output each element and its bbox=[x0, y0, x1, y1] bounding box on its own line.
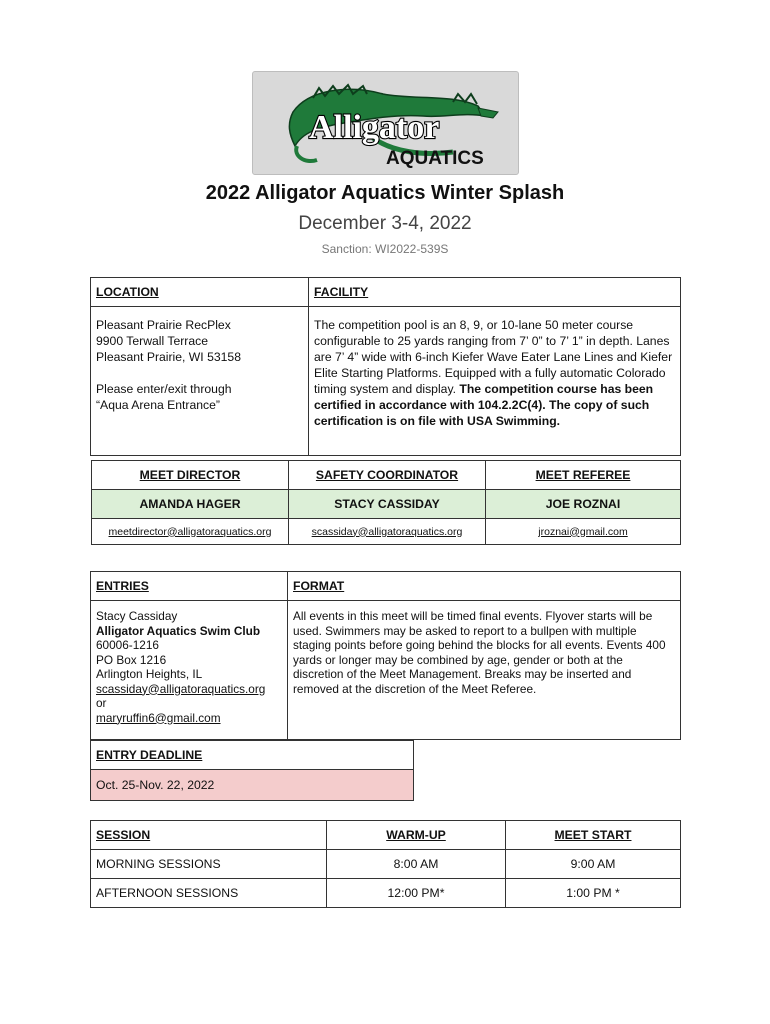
session-name: MORNING SESSIONS bbox=[91, 850, 327, 879]
location-cell bbox=[91, 307, 309, 456]
facility-description: The competition pool is an 8, 9, or 10-lane 50 meter course configurable to 25 yards ranging from 7’ 0” to 7’ 1” in depth. Lanes are 7’ 4” wide with 6-inch Kiefer Wave Eater Lane Lines and Kiefer Elite Starting Platforms. Equipped with a fully automatic Colorado timing system and display. bbox=[314, 318, 673, 396]
safety-coordinator-heading: SAFETY COORDINATOR bbox=[289, 461, 486, 490]
logo-box bbox=[252, 71, 519, 175]
logo-word-aquatics: AQUATICS bbox=[386, 148, 484, 169]
entries-cell bbox=[91, 601, 288, 740]
entries-heading: ENTRIES bbox=[91, 572, 288, 601]
meet-director-email[interactable]: meetdirector@alligatoraquatics.org bbox=[92, 519, 289, 545]
location-line: Pleasant Prairie RecPlex bbox=[96, 318, 231, 332]
entries-format-table bbox=[90, 571, 681, 740]
meet-director-heading: MEET DIRECTOR bbox=[92, 461, 289, 490]
session-name: AFTERNOON SESSIONS bbox=[91, 879, 327, 908]
session-start: 1:00 PM * bbox=[506, 879, 681, 908]
warmup-heading: WARM-UP bbox=[327, 821, 506, 850]
alligator-logo bbox=[253, 72, 518, 174]
meet-start-heading: MEET START bbox=[506, 821, 681, 850]
meet-director-name: AMANDA HAGER bbox=[92, 490, 289, 519]
location-note: “Aqua Arena Entrance” bbox=[96, 398, 220, 412]
format-description: All events in this meet will be timed final events. Flyover starts will be used. Swimmers may be asked to report to a bullpen with multiple staging points before going behind the blocks for all events. Events 400 yards or longer may be combined by age, gender or both at the discretion of the Meet Management. Breaks may be inserted and removed at the discretion of the Meet Referee. bbox=[293, 609, 666, 696]
facility-certification: The competition course has been certified in accordance with 104.2.2C(4). The copy of such certification is on file with USA Swimming. bbox=[314, 382, 654, 428]
entries-address-line: Arlington Heights, IL bbox=[96, 667, 203, 681]
sanction-number: Sanction: WI2022-539S bbox=[321, 242, 449, 256]
entries-address-line: PO Box 1216 bbox=[96, 652, 167, 667]
sessions-table bbox=[90, 820, 681, 908]
entries-email-secondary[interactable]: maryruffin6@gmail.com bbox=[96, 710, 221, 725]
safety-coordinator-email[interactable]: scassiday@alligatoraquatics.org bbox=[289, 519, 486, 545]
facility-heading: FACILITY bbox=[309, 278, 681, 307]
session-warmup: 8:00 AM bbox=[327, 850, 506, 879]
session-heading: SESSION bbox=[91, 821, 327, 850]
entries-club: Alligator Aquatics Swim Club bbox=[96, 623, 261, 638]
location-facility-table bbox=[90, 277, 681, 456]
meet-referee-name: JOE ROZNAI bbox=[486, 490, 681, 519]
logo-word-alligator: Alligator bbox=[309, 109, 440, 146]
entry-deadline-value: Oct. 25-Nov. 22, 2022 bbox=[91, 770, 414, 801]
entries-contact-name: Stacy Cassiday bbox=[96, 609, 178, 623]
safety-coordinator-name: STACY CASSIDAY bbox=[289, 490, 486, 519]
location-heading: LOCATION bbox=[91, 278, 309, 307]
event-date: December 3-4, 2022 bbox=[298, 213, 472, 234]
entry-deadline-table bbox=[90, 740, 414, 801]
entries-email-primary[interactable]: scassiday@alligatoraquatics.org bbox=[96, 681, 266, 696]
session-start: 9:00 AM bbox=[506, 850, 681, 879]
meet-referee-email[interactable]: jroznai@gmail.com bbox=[486, 519, 681, 545]
format-heading: FORMAT bbox=[288, 572, 681, 601]
entries-address-line: 60006-1216 bbox=[96, 638, 159, 652]
session-warmup: 12:00 PM* bbox=[327, 879, 506, 908]
facility-cell bbox=[309, 307, 681, 456]
page-title: 2022 Alligator Aquatics Winter Splash bbox=[205, 182, 565, 204]
meet-referee-heading: MEET REFEREE bbox=[486, 461, 681, 490]
session-row bbox=[91, 879, 681, 908]
officials-table bbox=[91, 460, 681, 545]
location-note: Please enter/exit through bbox=[96, 382, 232, 396]
location-line: 9900 Terwall Terrace bbox=[96, 334, 209, 348]
entries-or: or bbox=[96, 696, 107, 710]
entry-deadline-heading: ENTRY DEADLINE bbox=[91, 741, 414, 770]
location-line: Pleasant Prairie, WI 53158 bbox=[96, 350, 241, 364]
session-row bbox=[91, 850, 681, 879]
format-cell bbox=[288, 601, 681, 740]
